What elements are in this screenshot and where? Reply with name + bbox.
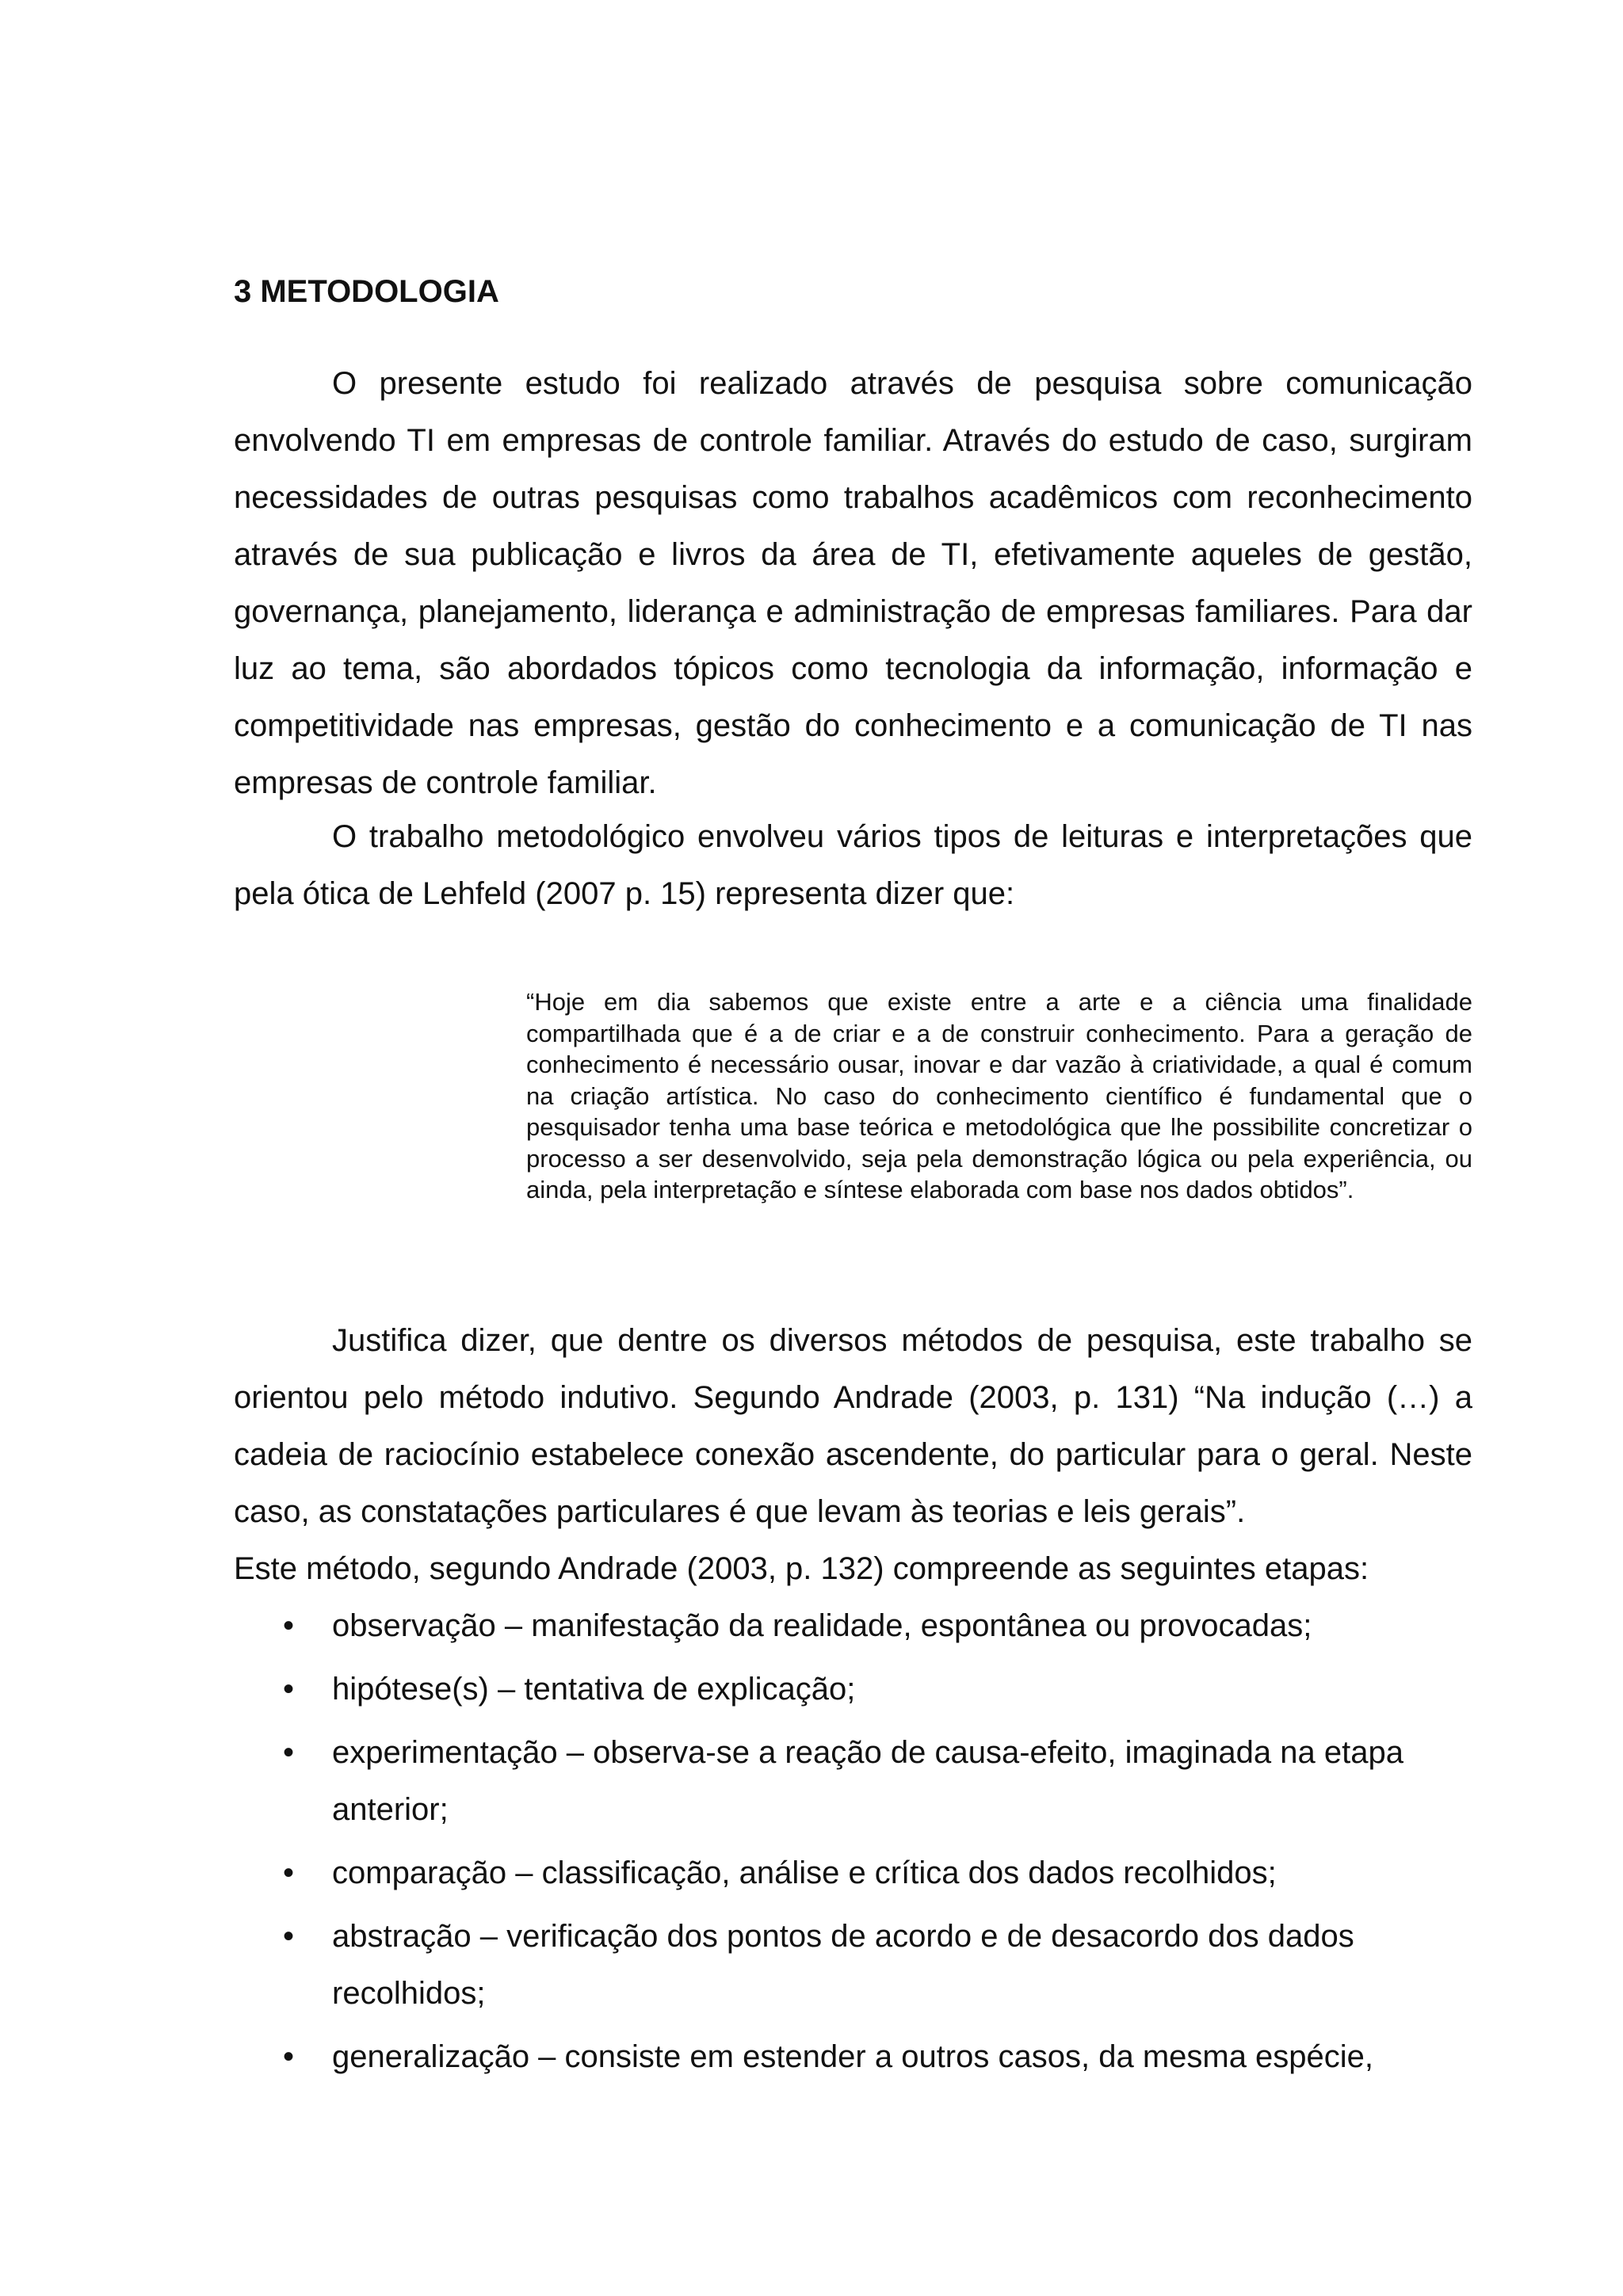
bullet-icon: • — [283, 1735, 295, 1770]
paragraph-intro: O presente estudo foi realizado através de pesquisa sobre comunicação envolvendo TI em empresas de controle familiar. Através do estudo de caso, surgiram necessidades de outras pesquisas como trabalhos acadêmicos com reconhecimento através de sua publicação e livros da área de TI, efetivamente aqueles de gestão, governança, planejamento, liderança e administração de empresas familiares. Para dar luz ao tema, são abordados tópicos como tecnologia da informação, informação e competitividade nas empresas, gestão do conhecimento e a comunicação de TI nas empresas de controle familiar. — [234, 366, 1472, 800]
list-item-text: abstração – verificação dos pontos de acordo e de desacordo dos dados recolhidos; — [332, 1919, 1354, 2011]
block-quote: “Hoje em dia sabemos que existe entre a arte e a ciência uma finalidade compartilhada que é a de criar e a de construir conhecimento. Para a geração de conhecimento é necessário ousar, inovar e dar vazão à criatividade, a qual é comum na criação artística. No caso do conhecimento científico é fundamental que o pesquisador tenha uma base teórica e metodológica que lhe possibilite concretizar o processo a ser desenvolvido, seja pela demonstração lógica ou pela experiência, ou ainda, pela interpretação e síntese elaborada com base nos dados obtidos”. — [526, 988, 1472, 1203]
list-item — [234, 1724, 1472, 1838]
bullet-icon: • — [283, 1608, 295, 1643]
bullet-icon: • — [283, 1672, 295, 1707]
paragraph-inductive-method: Justifica dizer, que dentre os diversos métodos de pesquisa, este trabalho se orientou pelo método indutivo. Segundo Andrade (2003, p. 131) “Na indução (…) a cadeia de raciocínio estabelece conexão ascendente, do particular para o geral. Neste caso, as constatações particulares é que levam às teorias e leis gerais”. — [234, 1323, 1472, 1529]
steps-list — [234, 1597, 1472, 2092]
list-item — [234, 2028, 1472, 2085]
list-item-text: generalização – consiste em estender a outros casos, da mesma espécie, — [332, 2039, 1374, 2074]
paragraph-steps-intro: Este método, segundo Andrade (2003, p. 132) compreende as seguintes etapas: — [234, 1551, 1369, 1586]
list-item — [234, 1597, 1472, 1654]
list-item — [234, 1908, 1472, 2022]
list-item-text: comparação – classificação, análise e crítica dos dados recolhidos; — [332, 1855, 1277, 1890]
list-item — [234, 1844, 1472, 1901]
list-item-text: observação – manifestação da realidade, espontânea ou provocadas; — [332, 1608, 1312, 1643]
paragraph-lehfeld: O trabalho metodológico envolveu vários tipos de leituras e interpretações que pela ótica de Lehfeld (2007 p. 15) representa dizer que: — [234, 819, 1472, 911]
list-item-text: experimentação – observa-se a reação de causa-efeito, imaginada na etapa anterior; — [332, 1735, 1403, 1827]
bullet-icon: • — [283, 1855, 295, 1890]
bullet-icon: • — [283, 1919, 295, 1954]
list-item — [234, 1661, 1472, 1718]
bullet-icon: • — [283, 2039, 295, 2074]
section-heading: 3 METODOLOGIA — [234, 274, 499, 309]
list-item-text: hipótese(s) – tentativa de explicação; — [332, 1672, 856, 1707]
